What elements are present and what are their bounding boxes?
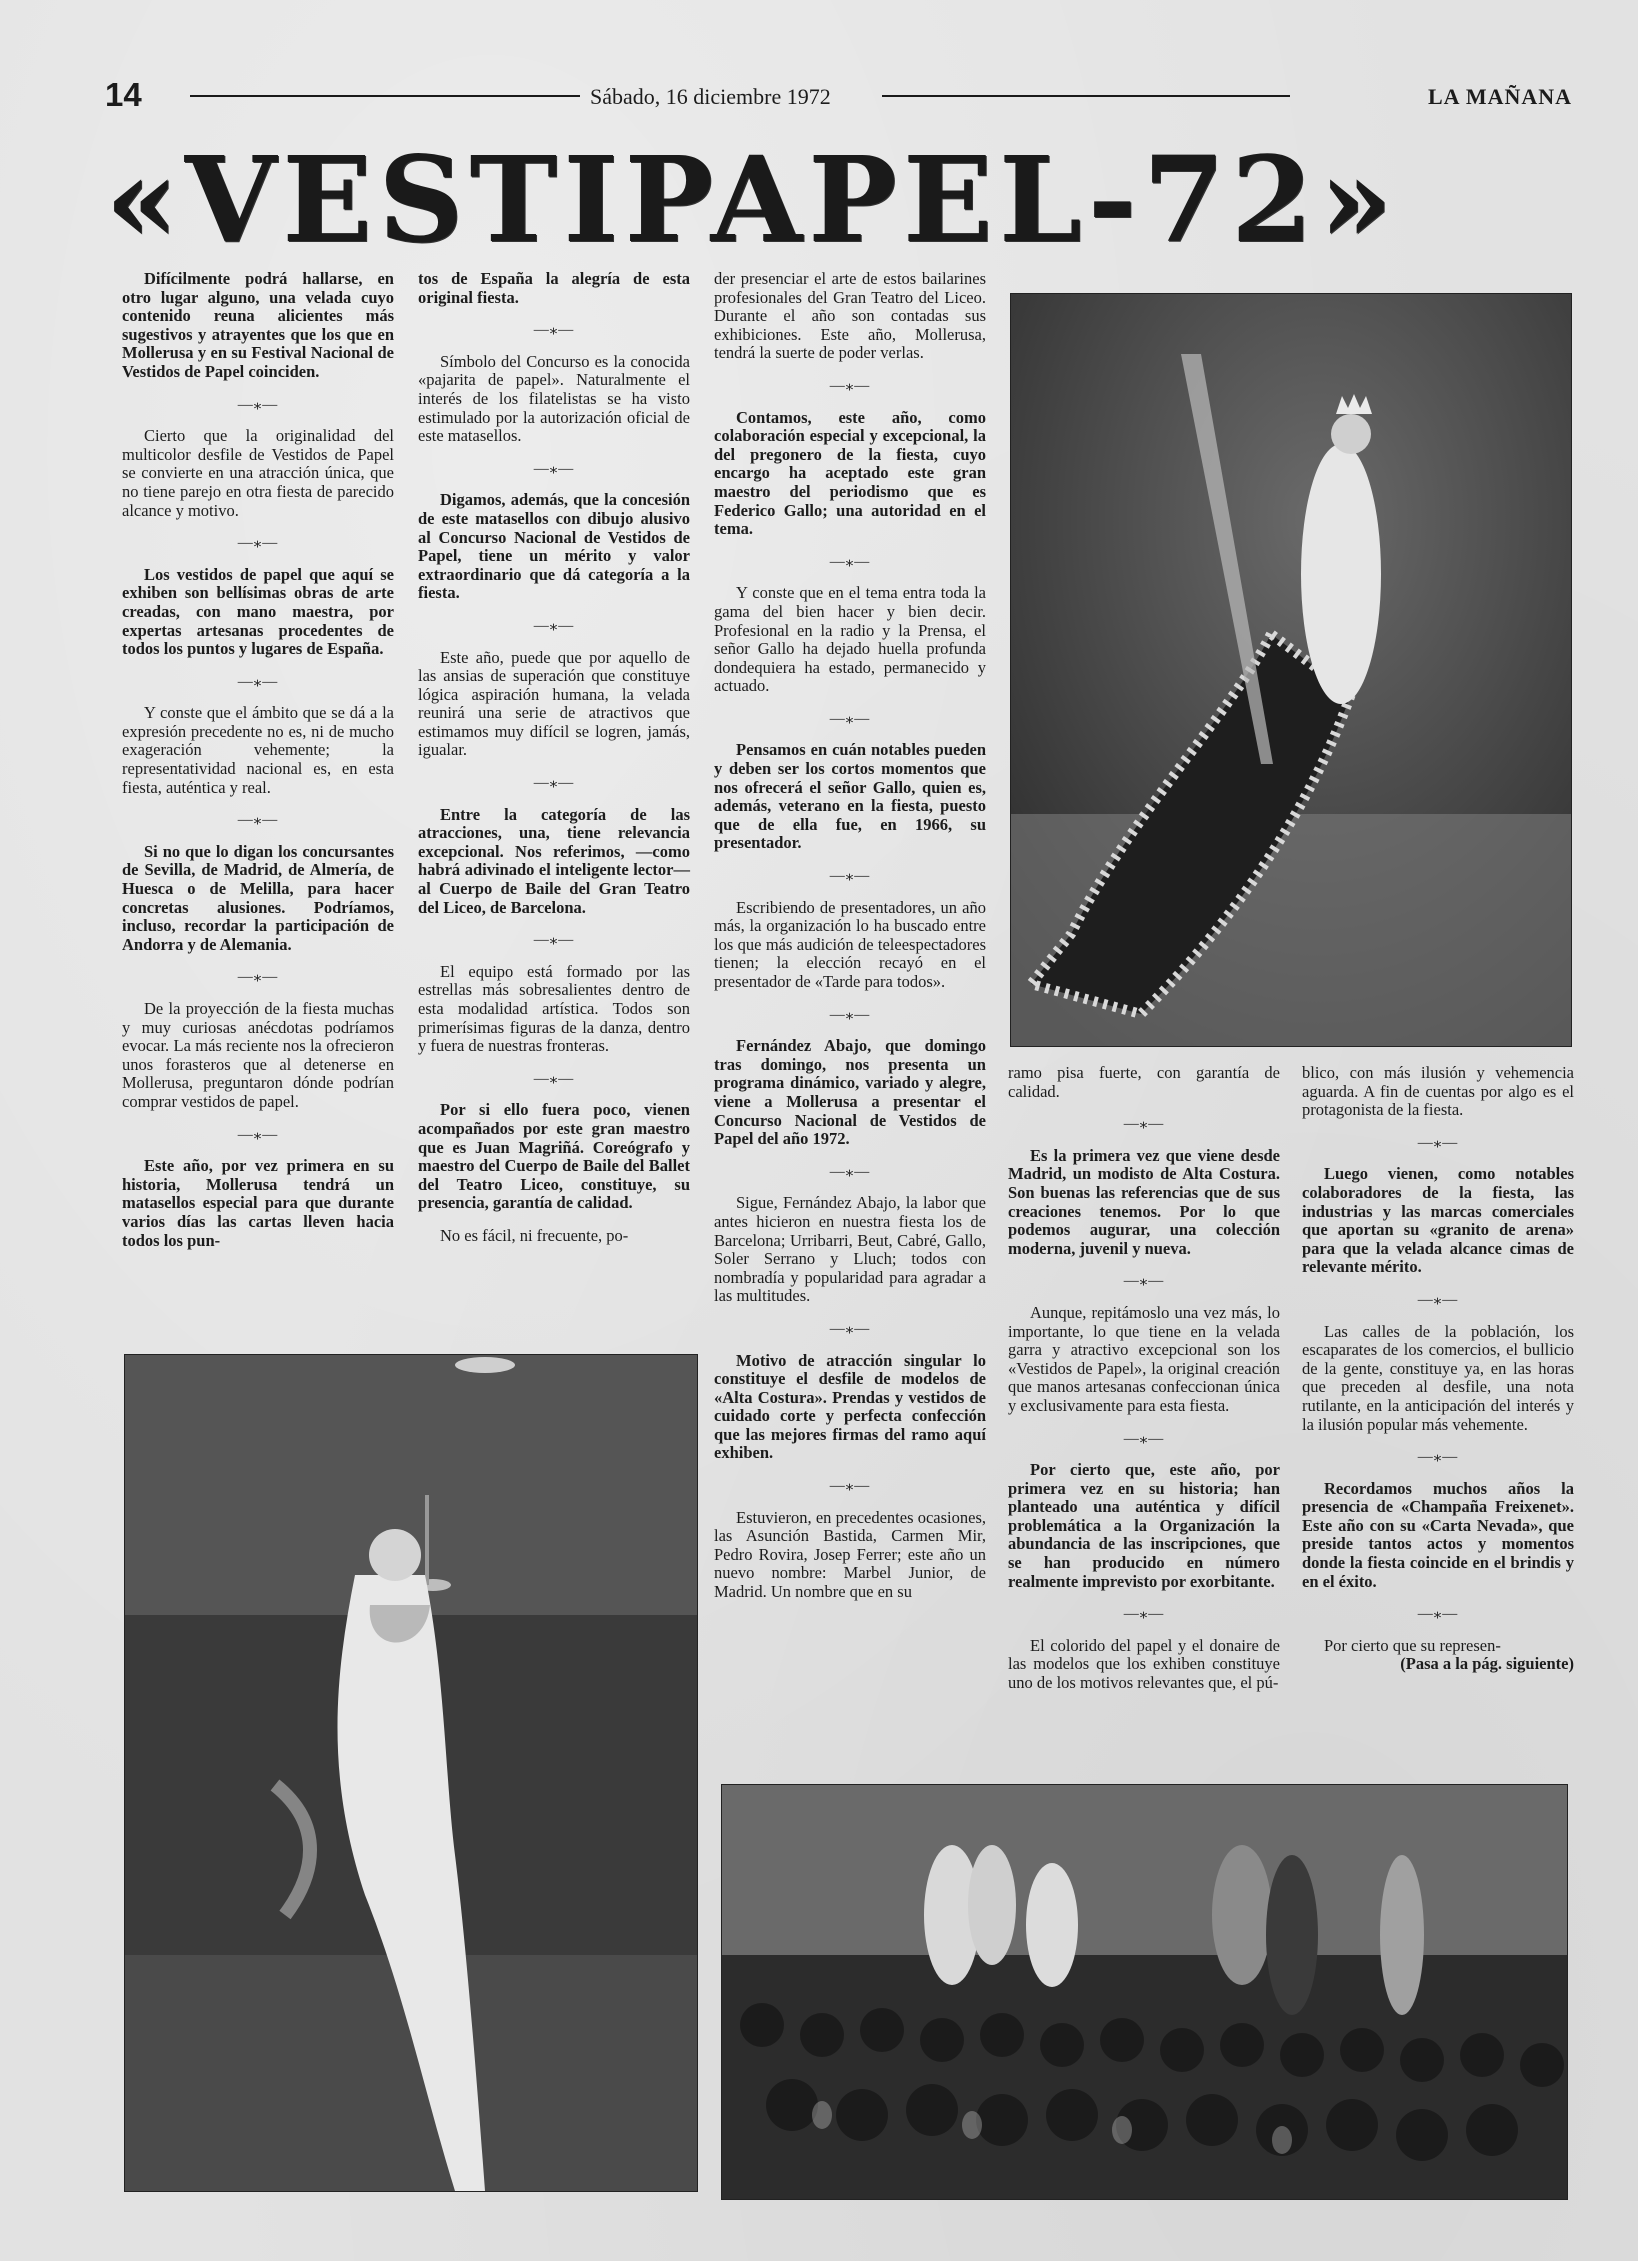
separator-ornament: —⁎— [1417,1606,1459,1623]
photo-queen-with-cape [1010,293,1572,1047]
paragraph: Las calles de la población, los escaparates de los comercios, el bullicio de la gente, constituye ya, en las horas que preceden al desfile, una nota rutilante, en la anticipación del interés y la ilusión popular más vehemente. [1302,1321,1574,1434]
paragraph: Escribiendo de presentadores, un año más, la organización lo ha buscado entre los que más audición de teleespectadores tienen; la elección recayó en el presentador de «Tarde para todos». [714,897,986,991]
text-column-4 [1008,1064,1280,1693]
continued-note: (Pasa a la pág. siguiente) [1400,1654,1574,1674]
separator-ornament: —⁎— [1123,1273,1165,1290]
page-header [0,76,1638,116]
separator-ornament: —⁎— [533,1070,575,1087]
separator-ornament: —⁎— [533,932,575,949]
separator-ornament: —⁎— [829,1478,871,1495]
separator-ornament: —⁎— [533,460,575,477]
article-headline: «VESTIPAPEL-72» [105,130,1399,269]
paragraph: Motivo de atracción singular lo constituye el desfile de modelos de «Alta Costura». Prendas y vestidos de cuidado corte y perfecta confección que las mejores firmas del ramo aquí exhiben. [714,1350,986,1463]
paragraph: Por cierto que su represen- [1324,1635,1501,1655]
paragraph: El colorido del papel y el donaire de las modelos que los exhiben constituye uno de los motivos relevantes que, el pú- [1008,1635,1280,1693]
paragraph: Difícilmente podrá hallarse, en otro lugar alguno, una velada cuyo contenido reuna alicientes más sugestivos y atrayentes que los que en Mollerusa y en su Festival Nacional de Vestidos de Papel coinciden. [122,269,394,381]
paragraph: Entre la categoría de las atracciones, una, tiene relevancia excepcional. Nos referimos, —como habrá adivinado el inteligente lector— al Cuerpo de Baile del Gran Teatro del Liceo, de Barcelona. [418,804,690,917]
issue-date: Sábado, 16 diciembre 1972 [590,84,831,109]
separator-ornament: —⁎— [829,553,871,570]
separator-ornament: —⁎— [829,377,871,394]
photo-ballet-dancers-audience [721,1784,1568,2200]
newspaper-name: LA MAÑANA [1428,84,1573,109]
header-rule-left [190,95,580,97]
paragraph: Es la primera vez que viene desde Madrid, un modisto de Alta Costura. Son buenas las referencias que de sus creaciones tenemos. Por lo que podemos augurar, una colección moderna, juvenil y nueva. [1008,1145,1280,1258]
paragraph: No es fácil, ni frecuente, po- [440,1225,629,1245]
paragraph: Digamos, además, que la concesión de este matasellos con dibujo alusivo al Concurso Nacional de Vestidos de Papel, tiene un mérito y valor extraordinario que dá categoría a la fiesta. [418,490,690,603]
separator-ornament: —⁎— [829,1163,871,1180]
paragraph: Y conste que en el tema entra toda la gama del bien hacer y bien decir. Profesional en la radio y la Prensa, el señor Gallo ha dejado huella profunda dondequiera ha estado, permanecido y actuado. [714,583,986,696]
separator-ornament: —⁎— [1123,1430,1165,1447]
paragraph: Símbolo del Concurso es la conocida «pajarita de papel». Naturalmente el interés de los filatelistas se ha visto estimulado por la autorización oficial de este matasellos. [418,351,690,446]
separator-ornament: —⁎— [1123,1116,1165,1133]
separator-ornament: —⁎— [829,868,871,885]
photo-model-on-stage [124,1354,698,2192]
paragraph: ramo pisa fuerte, con garantía de calidad. [1008,1063,1280,1101]
separator-ornament: —⁎— [237,673,279,690]
paragraph: Aunque, repitámoslo una vez más, lo importante, lo que tiene en la velada garra y atractivo excepcional son los «Vestidos de Papel», la original creación que manos artesanas confeccionan única y exclusivamente para esta fiesta. [1008,1302,1280,1415]
header-rule-right [882,95,1290,97]
separator-ornament: —⁎— [237,396,279,413]
paragraph: Este año, por vez primera en su historia, Mollerusa tendrá un matasellos especial para que durante varios días las cartas lleven hacia todos los pun- [122,1156,394,1250]
separator-ornament: —⁎— [237,969,279,986]
paragraph: Estuvieron, en precedentes ocasiones, las Asunción Bastida, Carmen Mir, Pedro Rovira, Josep Ferrer; este año un nuevo nombre: Marbel Junior, de Madrid. Un nombre que en su [714,1507,986,1602]
paragraph: Los vestidos de papel que aquí se exhiben son bellísimas obras de arte creadas, con mano maestra, por expertas artesanas procedentes de todos los puntos y lugares de España. [122,564,394,659]
text-column-3 [714,270,986,1602]
separator-ornament: —⁎— [533,322,575,339]
separator-ornament: —⁎— [829,1006,871,1023]
paragraph: Si no que lo digan los concursantes de Sevilla, de Madrid, de Almería, de Huesca o de Melilla, para hacer concretas alusiones. Podríamos, incluso, recordar la participación de Andorra y de Alemania. [122,841,394,954]
separator-ornament: —⁎— [237,535,279,552]
paragraph: Este año, puede que por aquello de las ansias de superación que constituye lógica aspiración humana, la velada reunirá una serie de atractivos que estimamos muy difícil se logren, jamás, igualar. [418,647,690,760]
paragraph: blico, con más ilusión y vehemencia aguarda. A fin de cuentas por algo es el protagonista de la fiesta. [1302,1063,1574,1120]
paragraph: Y conste que el ámbito que se dá a la expresión precedente no es, ni de mucho exageración vehemente; la representatividad nacional es, en esta fiesta, auténtica y real. [122,703,394,797]
separator-ornament: —⁎— [237,1126,279,1143]
paragraph: Cierto que la originalidad del multicolor desfile de Vestidos de Papel se convierte en una atracción única, que no tiene parejo en otra fiesta de parecido alcance y motivo. [122,426,394,520]
separator-ornament: —⁎— [829,1320,871,1337]
paragraph: Luego vienen, como notables colaboradores de la fiesta, las industrias y las marcas comerciales que aportan su «granito de arena» para que la velada alcance cimas de relevante mérito. [1302,1164,1574,1277]
separator-ornament: —⁎— [533,617,575,634]
page-number: 14 [105,76,142,113]
paragraph: Pensamos en cuán notables pueden y deben ser los cortos momentos que nos ofrecerá el señor Gallo, quien es, además, veterano en la fiesta, puesto que de ella fue, en 1966, su presentador. [714,740,986,853]
separator-ornament: —⁎— [1123,1606,1165,1623]
separator-ornament: —⁎— [1417,1449,1459,1466]
paragraph: Contamos, este año, como colaboración especial y excepcional, la del pregonero de la fiesta, cuyo encargo ha aceptado este gran maestro del periodismo que es Federico Gallo; una autoridad en el tema. [714,407,986,539]
text-column-1 [122,270,394,1250]
paragraph: De la proyección de la fiesta muchas y muy curiosas anécdotas podríamos evocar. La más reciente nos la ofrecieron unos forasteros que al detenerse en Mollerusa, preguntaron dónde podrían comprar vestidos de papel. [122,999,394,1111]
text-column-2 [418,270,690,1246]
paragraph: Por si ello fuera poco, vienen acompañados por este gran maestro que es Juan Magriñá. Coreógrafo y maestro del Cuerpo de Baile del Ballet del Teatro Liceo, constituye, su presencia, garantía de calidad. [418,1100,690,1213]
paragraph: Recordamos muchos años la presencia de «Champaña Freixenet». Este año con su «Carta Nevada», que preside tantos actos y momentos donde la fiesta coincide en el brindis y en el éxito. [1302,1478,1574,1591]
paragraph: tos de España la alegría de esta original fiesta. [418,269,690,307]
paragraph: der presenciar el arte de estos bailarines profesionales del Gran Teatro del Liceo. Durante el año son contadas sus exhibiciones. Este año, Mollerusa, tendrá la suerte de poder verlas. [714,269,986,363]
separator-ornament: —⁎— [829,710,871,727]
paragraph: Por cierto que, este año, por primera vez en su historia; han planteado una auténtica y difícil problemática a la Organización la abundancia de las inscripciones, que se han producido en número realmente imprevisto por exorbitante. [1008,1460,1280,1591]
separator-ornament: —⁎— [1417,1134,1459,1151]
separator-ornament: —⁎— [1417,1291,1459,1308]
paragraph: Fernández Abajo, que domingo tras domingo, nos presenta un programa dinámico, variado y alegre, viene a Mollerusa a presentar el Concurso Nacional de Vestidos de Papel del año 1972. [714,1036,986,1149]
text-column-5 [1302,1064,1574,1674]
separator-ornament: —⁎— [533,775,575,792]
paragraph: El equipo está formado por las estrellas más sobresalientes dentro de esta modalidad artística. Todos son primerísimas figuras de la danza, dentro y fuera de nuestras fronteras. [418,961,690,1056]
paragraph: Sigue, Fernández Abajo, la labor que antes hicieron en nuestra fiesta los de Barcelona; Urribarri, Beut, Cabré, Gallo, Soler Serrano y Lluch; todos con nombradía y popularidad para agradar a las multitudes. [714,1193,986,1306]
separator-ornament: —⁎— [237,812,279,829]
